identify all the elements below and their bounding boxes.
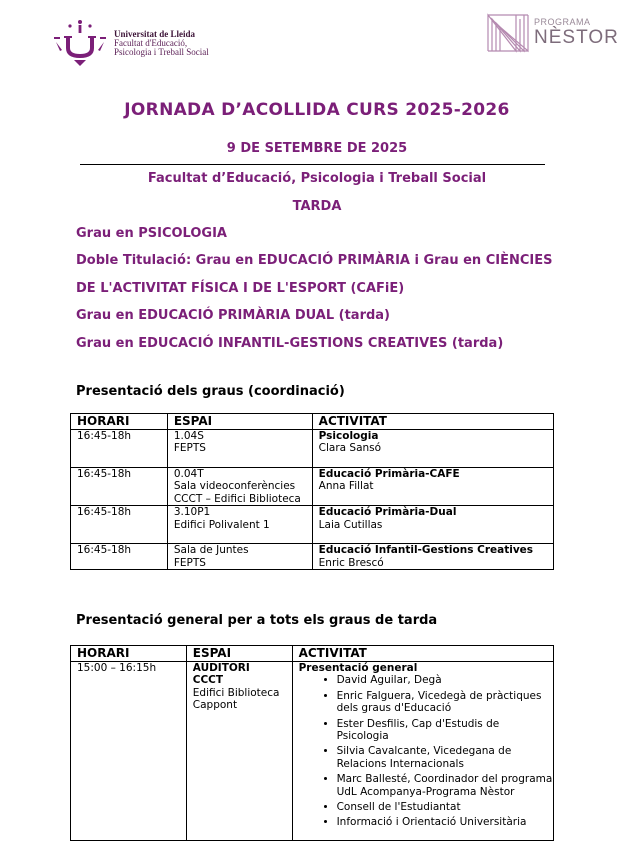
space-cell bbox=[167, 468, 312, 506]
column-header-time: HORARI bbox=[71, 414, 168, 430]
table-header-row bbox=[71, 646, 554, 662]
activity-person: Laia Cutillas bbox=[318, 518, 383, 531]
space-cell bbox=[167, 544, 312, 570]
faculty-name: Facultat d’Educació, Psicologia i Treball Social bbox=[147, 171, 487, 186]
list-item: • Enric Falguera, Vicedegà de pràctiques dels graus d'Educació bbox=[337, 690, 553, 715]
time-cell: 16:45-18h bbox=[71, 544, 168, 570]
table-header-row bbox=[71, 414, 554, 430]
udl-logo-line3: Psicologia i Treball Social bbox=[114, 47, 209, 57]
list-item: • Informació i Orientació Universitària bbox=[337, 816, 553, 828]
space-line: FEPTS bbox=[173, 556, 206, 569]
table-row bbox=[71, 506, 554, 544]
space-cell bbox=[186, 662, 292, 841]
activity-name: Educació Primària-Dual bbox=[318, 506, 457, 519]
table-row bbox=[71, 430, 554, 468]
time-cell: 15:00 – 16:15h bbox=[71, 662, 187, 841]
space-line: Cappont bbox=[192, 699, 238, 712]
session-label: TARDA bbox=[292, 199, 342, 214]
list-item: • Marc Ballesté, Coordinador del programa UdL Acompanya-Programa Nèstor bbox=[337, 773, 553, 798]
list-item: • Silvia Cavalcante, Vicedegana de Relacions Internacionals bbox=[337, 745, 553, 770]
nestor-logo-name: NÈSTOR bbox=[534, 27, 619, 48]
degree-presentations-table bbox=[70, 413, 554, 570]
activity-cell bbox=[312, 468, 553, 506]
time-cell: 16:45-18h bbox=[71, 506, 168, 544]
nestor-emblem-icon bbox=[486, 13, 530, 53]
space-line: 1.04S bbox=[173, 430, 204, 442]
list-item: • Consell de l'Estudiantat bbox=[337, 801, 553, 813]
space-line: CCCT bbox=[192, 674, 224, 687]
udl-logo-line1: Universitat de Lleida bbox=[114, 29, 195, 39]
activity-person: Clara Sansó bbox=[318, 442, 382, 455]
space-line: 3.10P1 bbox=[173, 506, 211, 519]
event-date: 9 DE SETEMBRE DE 2025 bbox=[226, 141, 408, 156]
degree-item: Grau en PSICOLOGIA bbox=[76, 226, 227, 241]
table-row bbox=[71, 468, 554, 506]
section-title-degree-presentations: Presentació dels graus (coordinació) bbox=[76, 384, 345, 399]
udl-logo-line2: Facultat d'Educació, bbox=[114, 38, 188, 48]
activity-person: Enric Brescó bbox=[318, 556, 384, 569]
activity-cell bbox=[312, 506, 553, 544]
degree-list bbox=[76, 225, 552, 362]
section-title-general-presentation: Presentació general per a tots els graus de tarda bbox=[76, 613, 438, 628]
activity-name: Psicologia bbox=[318, 430, 379, 442]
activity-name: Educació Infantil-Gestions Creatives bbox=[318, 544, 534, 557]
activity-cell bbox=[312, 544, 553, 570]
activity-name: Presentació general bbox=[298, 662, 418, 674]
nestor-logo-small-text: PROGRAMA bbox=[534, 17, 591, 27]
divider-line bbox=[80, 164, 545, 165]
column-header-space: ESPAI bbox=[186, 646, 292, 662]
nestor-logo bbox=[486, 13, 619, 55]
general-presentation-table bbox=[70, 645, 554, 841]
degree-item: Grau en EDUCACIÓ INFANTIL-GESTIONS CREATIVES (tarda) bbox=[76, 335, 504, 351]
page-title: JORNADA D’ACOLLIDA CURS 2025-2026 bbox=[124, 100, 510, 120]
activity-person: Anna Fillat bbox=[318, 480, 374, 493]
space-line: CCCT – Edifici Biblioteca bbox=[173, 492, 301, 505]
space-line: Edifici Polivalent 1 bbox=[173, 518, 270, 531]
column-header-time: HORARI bbox=[71, 646, 187, 662]
space-line: Sala videoconferències bbox=[173, 480, 296, 493]
space-line: Sala de Juntes bbox=[173, 544, 249, 557]
column-header-activity: ACTIVITAT bbox=[312, 414, 553, 430]
degree-item: DE L'ACTIVITAT FÍSICA I DE L'ESPORT (CAFiE) bbox=[76, 280, 405, 296]
column-header-activity: ACTIVITAT bbox=[292, 646, 553, 662]
list-item: • David Aguilar, Degà bbox=[337, 674, 553, 686]
time-cell: 16:45-18h bbox=[71, 468, 168, 506]
udl-logo-text bbox=[114, 30, 209, 57]
activity-cell bbox=[312, 430, 553, 468]
space-line: 0.04T bbox=[173, 468, 204, 480]
list-item: • Ester Desfilis, Cap d'Estudis de Psicologia bbox=[337, 718, 553, 743]
speaker-list bbox=[299, 674, 553, 828]
time-cell: 16:45-18h bbox=[71, 430, 168, 468]
space-line: Edifici Biblioteca bbox=[192, 686, 280, 699]
udl-emblem-icon bbox=[52, 20, 108, 68]
space-line: FEPTS bbox=[173, 442, 206, 455]
space-line: AUDITORI bbox=[192, 662, 250, 674]
space-cell bbox=[167, 430, 312, 468]
space-cell bbox=[167, 506, 312, 544]
activity-name: Educació Primària-CAFE bbox=[318, 468, 460, 480]
table-row bbox=[71, 544, 554, 570]
degree-item: Grau en EDUCACIÓ PRIMÀRIA DUAL (tarda) bbox=[76, 308, 390, 324]
activity-cell bbox=[292, 662, 553, 841]
degree-item: Doble Titulació: Grau en EDUCACIÓ PRIMÀRIA i Grau en CIÈNCIES bbox=[76, 253, 553, 269]
table-row bbox=[71, 662, 554, 841]
column-header-space: ESPAI bbox=[167, 414, 312, 430]
